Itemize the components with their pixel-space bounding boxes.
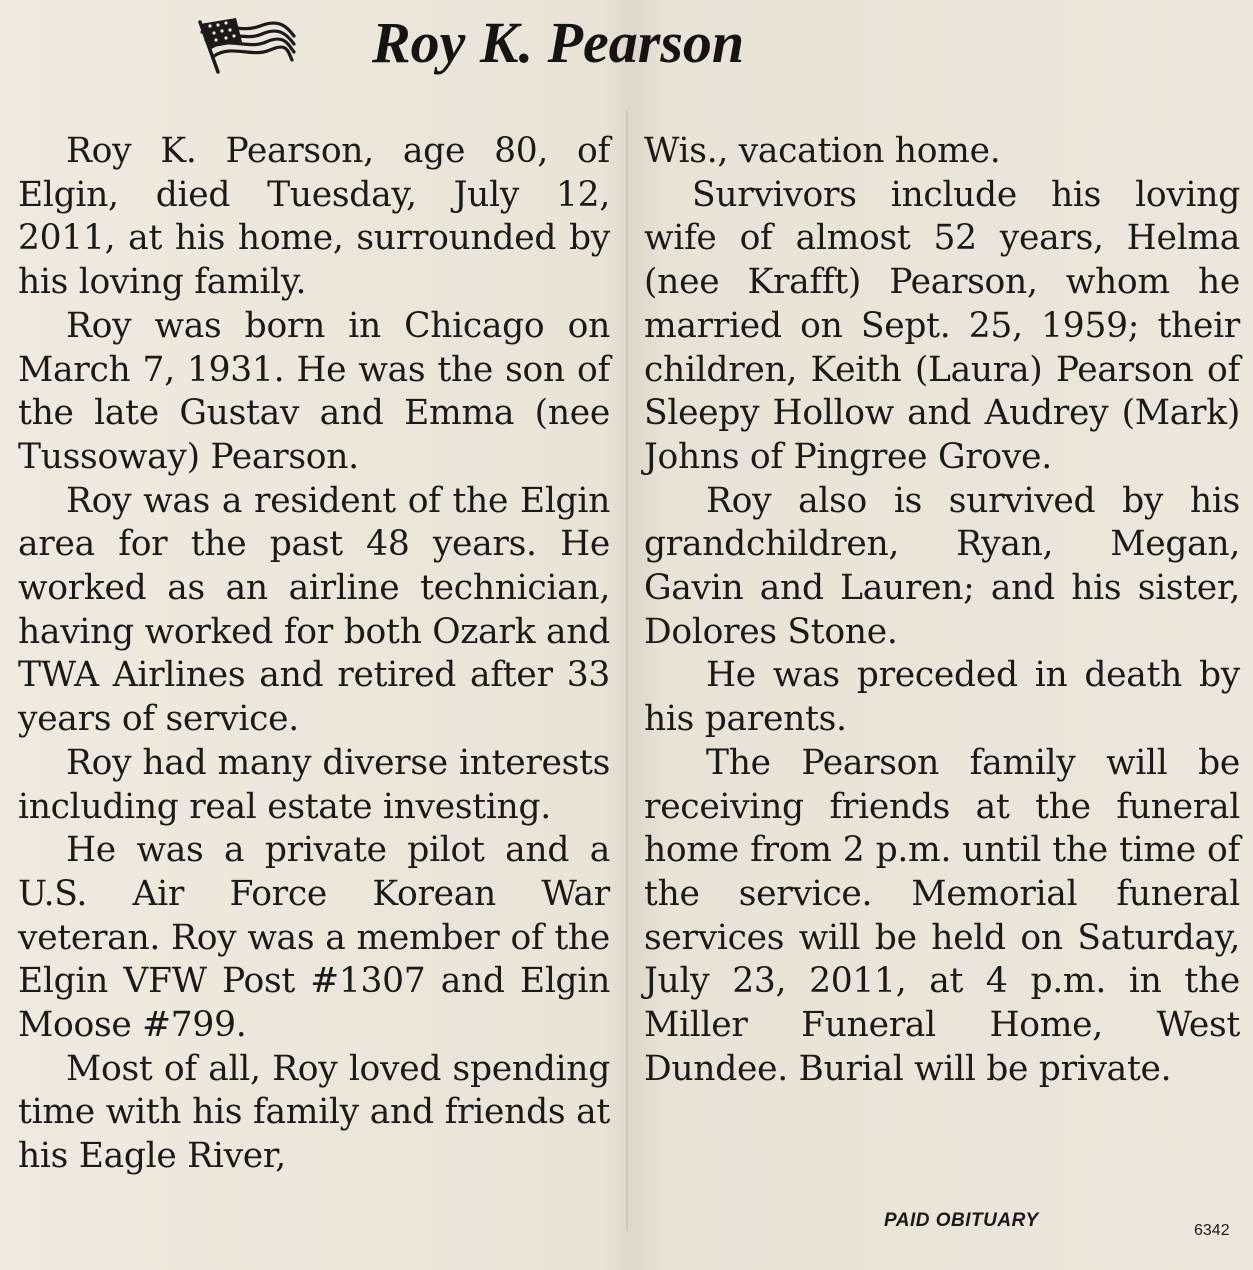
obituary-title: Roy K. Pearson	[372, 10, 745, 75]
paragraph-career: Roy was a resident of the Elgin area for the past 48 years. He worked as an airline technician, having worked for both Ozark and TWA Airlines and retired after 33 years of service.	[18, 480, 610, 740]
american-flag-icon	[196, 14, 298, 76]
paid-obituary-label: PAID OBITUARY	[884, 1210, 1039, 1231]
paragraph-death-notice: Roy K. Pearson, age 80, of Elgin, died Tuesday, July 12, 2011, at his home, surrounded by his loving family.	[18, 131, 610, 303]
right-column	[644, 130, 1240, 1091]
paragraph-family-time: Most of all, Roy loved spending time with his family and friends at his Eagle River,	[18, 1048, 610, 1177]
obituary-code: 6342	[1194, 1222, 1230, 1239]
paragraph-birth: Roy was born in Chicago on March 7, 1931. He was the son of the late Gustav and Emma (nee Tussoway) Pearson.	[18, 305, 610, 477]
paragraph-grandchildren: Roy also is survived by his grandchildren, Ryan, Megan, Gavin and Lauren; and his sister, Dolores Stone.	[644, 480, 1240, 652]
paragraph-services: The Pearson family will be receiving friends at the funeral home from 2 p.m. until the time of the service. Memorial funeral services will be held on Saturday, July 23, 2011, at 4 p.m. in the Miller Funeral Home, West Dundee. Burial will be private.	[644, 742, 1240, 1089]
obituary-header	[0, 0, 1253, 100]
column-fold	[626, 110, 628, 1230]
paragraph-preceded: He was preceded in death by his parents.	[644, 655, 1240, 740]
paragraph-vacation-home: Wis., vacation home.	[644, 131, 1001, 171]
paragraph-interests: Roy had many diverse interests including real estate investing.	[18, 742, 610, 827]
paragraph-military: He was a private pilot and a U.S. Air Force Korean War veteran. Roy was a member of the Elgin VFW Post #1307 and Elgin Moose #799.	[18, 830, 610, 1046]
left-column	[18, 130, 610, 1179]
paragraph-survivors: Survivors include his loving wife of almost 52 years, Helma (nee Krafft) Pearson, whom he married on Sept. 25, 1959; their children, Keith (Laura) Pearson of Sleepy Hollow and Audrey (Mark) Johns of Pingree Grove.	[644, 174, 1240, 477]
